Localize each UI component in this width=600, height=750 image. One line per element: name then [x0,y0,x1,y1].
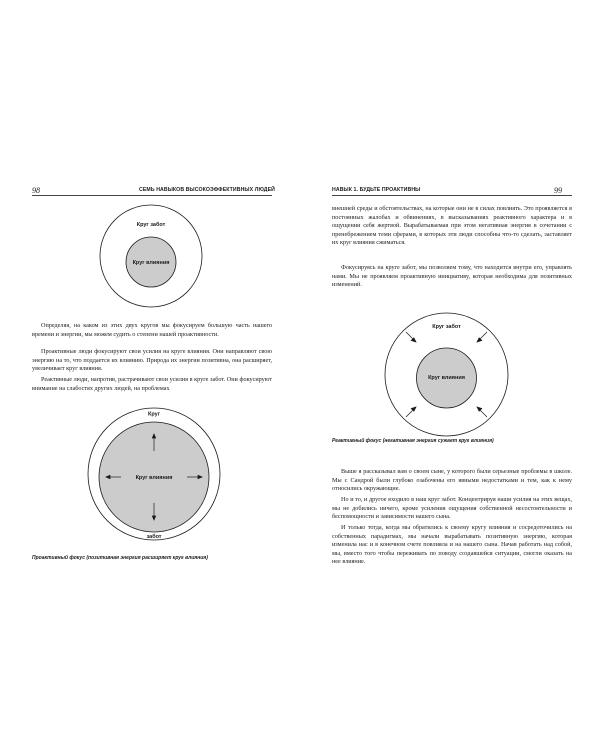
arrow-inward-icon [406,410,414,418]
label-circle-of-influence: Круг влияния [428,375,465,381]
arrow-inward-icon [480,410,488,418]
arrow-inward-icon [406,332,414,340]
page-number-left: 98 [32,186,40,195]
header-rule-right [332,195,572,196]
figure-caption-reactive: Реактивный фокус (негативная энергия сужает круг влияния) [332,438,494,444]
label-circle-top: Круг [148,411,160,418]
paragraph: Проактивные люди фокусируют свои усилия на круге влияния. Они направляют свою энергию на то, что поддается их влиянию. Природа их энергии позитивна, она расширяет, увеличивает круг влияния. [32,348,272,373]
paragraph: Но и то, и другое входило в наш круг забот. Концентрируя наши усилия на этих вещах, мы не добились ничего, кроме усиления ощущения собственной несостоятельности и беспомощности и зависимости нашего сына. [332,496,572,521]
paragraph: внешней среды и обстоятельствах, на которые они не в силах повлиять. Это проявляется в постоянных жалобах и обвинениях, в высказываниях реактивного характера и в ощущении себя жертвой. Вырабатываемая при этом негативная энергия в сочетании с пренебрежением теми сферами, в которых эти люди способны что-то сделать, заставляет их круг влияния сжиматься. [332,205,572,247]
paragraph: Фокусируясь на круге забот, мы позволяем тому, что находится внутри его, управлять нами. Мы не проявляем проактивную инициативу, которая необходима для позитивных изменений. [332,264,572,289]
running-head-left: СЕМЬ НАВЫКОВ ВЫСОКОЭФФЕКТИВНЫХ ЛЮДЕЙ [139,187,275,193]
right-page [300,0,600,750]
arrow-inward-icon [480,332,488,340]
paragraph: Определяя, на каком из этих двух кругов мы фокусируем большую часть нашего времени и энергии, мы можем судить о степени нашей проактивности. [32,322,272,338]
header-rule-left [32,195,272,196]
label-circle-of-influence: Круг влияния [132,260,170,266]
page-number-right: 99 [554,186,562,195]
running-head-right: НАВЫК 1. БУДЬТЕ ПРОАКТИВНЫ [332,187,421,193]
label-circle-of-concern: Круг забот [432,324,461,330]
label-circle-of-influence: Круг влияния [135,475,173,481]
arrow-inward-icon [477,338,482,342]
paragraph: Реактивные люди, напротив, растрачивают свои усилия в круге забот. Они фокусируют внимание на слабостях других людей, на проблемах [32,376,272,392]
reactive-focus-diagram [384,312,509,437]
paragraph: И только тогда, когда мы обратились к своему кругу влияния и сосредоточились на собственных парадигмах, мы начали вырабатывать позитивную энергию, которая изменила нас и в конечном счете повлияла и на нашего сына. Начав работать над собой, мы, вместо того чтобы переживать по поводу создавшейся ситуации, смогли оказать на нее влияние. [332,524,572,566]
arrow-inward-icon [477,407,482,411]
arrow-inward-icon [411,407,416,411]
label-concern-bottom: забот [146,534,162,540]
arrow-inward-icon [411,338,416,342]
label-circle-of-concern: Круг забот [136,222,166,228]
circle-of-concern-diagram [99,204,203,308]
figure-caption-proactive: Проактивный фокус (позитивная энергия расширяет круг влияния) [32,555,208,561]
paragraph: Выше я рассказывал вам о своем сыне, у которого были серьезные проблемы в школе. Мы с Сандрой были глубоко озабочены его явными недостатками и тем, как к нему относились окружающие. [332,468,572,493]
proactive-focus-diagram [87,407,221,541]
